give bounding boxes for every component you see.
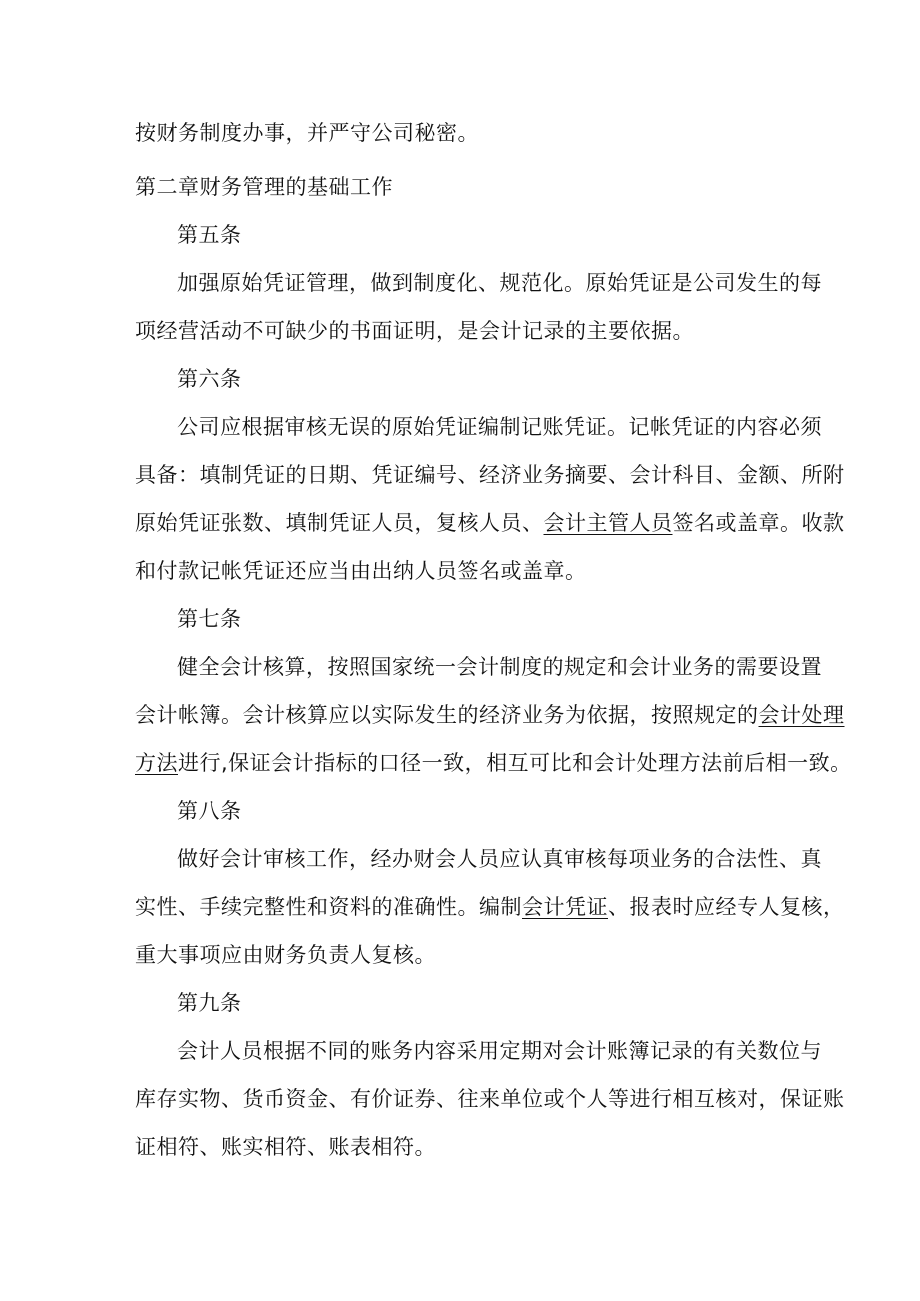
article-7-line-3-text: 进行,保证会计指标的口径一致，相互可比和会计处理方法前后相一致。: [178, 751, 852, 775]
article-heading-8: 第八条: [177, 799, 242, 823]
accounting-method-link-cont[interactable]: 方法: [135, 751, 178, 775]
accounting-supervisor-link[interactable]: 会计主管人员: [543, 511, 673, 535]
article-8-line-1: 做好会计审核工作，经办财会人员应认真审核每项业务的合法性、真: [177, 847, 822, 871]
article-8-line-2: [135, 892, 845, 922]
article-9-line-3: 证相符、账实相符、账表相符。: [135, 1135, 436, 1159]
article-6-line-2: 具备：填制凭证的日期、凭证编号、经济业务摘要、会计科目、金额、所附: [135, 463, 845, 487]
intro-line: 按财务制度办事，并严守公司秘密。: [135, 121, 479, 145]
article-8-line-2-text: 实性、手续完整性和资料的准确性。编制: [135, 895, 522, 919]
article-heading-7: 第七条: [177, 607, 242, 631]
article-8-line-3: 重大事项应由财务负责人复核。: [135, 943, 436, 967]
article-5-line-1: 加强原始凭证管理，做到制度化、规范化。原始凭证是公司发生的每: [177, 271, 822, 295]
article-7-line-1: 健全会计核算，按照国家统一会计制度的规定和会计业务的需要设置: [177, 655, 822, 679]
article-7-line-2: [135, 700, 845, 730]
article-6-line-3-tail: 签名或盖章。收款: [672, 511, 845, 535]
article-7-line-3: [135, 748, 852, 778]
article-heading-6: 第六条: [177, 367, 242, 391]
article-9-line-1: 会计人员根据不同的账务内容采用定期对会计账簿记录的有关数位与: [177, 1039, 822, 1063]
article-8-line-2-tail: 、报表时应经专人复核，: [608, 895, 845, 919]
article-5-line-2: 项经营活动不可缺少的书面证明，是会计记录的主要依据。: [135, 319, 694, 343]
accounting-method-link[interactable]: 会计处理: [758, 703, 845, 727]
article-9-line-2: 库存实物、货币资金、有价证券、往来单位或个人等进行相互核对，保证账: [135, 1087, 845, 1111]
accounting-voucher-link[interactable]: 会计凭证: [522, 895, 608, 919]
article-6-line-3: [135, 508, 845, 538]
article-6-line-4: 和付款记帐凭证还应当由出纳人员签名或盖章。: [135, 559, 587, 583]
article-6-line-3-text: 原始凭证张数、填制凭证人员，复核人员、: [135, 511, 544, 535]
article-heading-9: 第九条: [177, 991, 242, 1015]
chapter-title: 第二章财务管理的基础工作: [135, 175, 393, 199]
article-heading-5: 第五条: [177, 223, 242, 247]
article-7-line-2-text: 会计帐簿。会计核算应以实际发生的经济业务为依据，按照规定的: [135, 703, 759, 727]
article-6-line-1: 公司应根据审核无误的原始凭证编制记账凭证。记帐凭证的内容必须: [177, 415, 822, 439]
